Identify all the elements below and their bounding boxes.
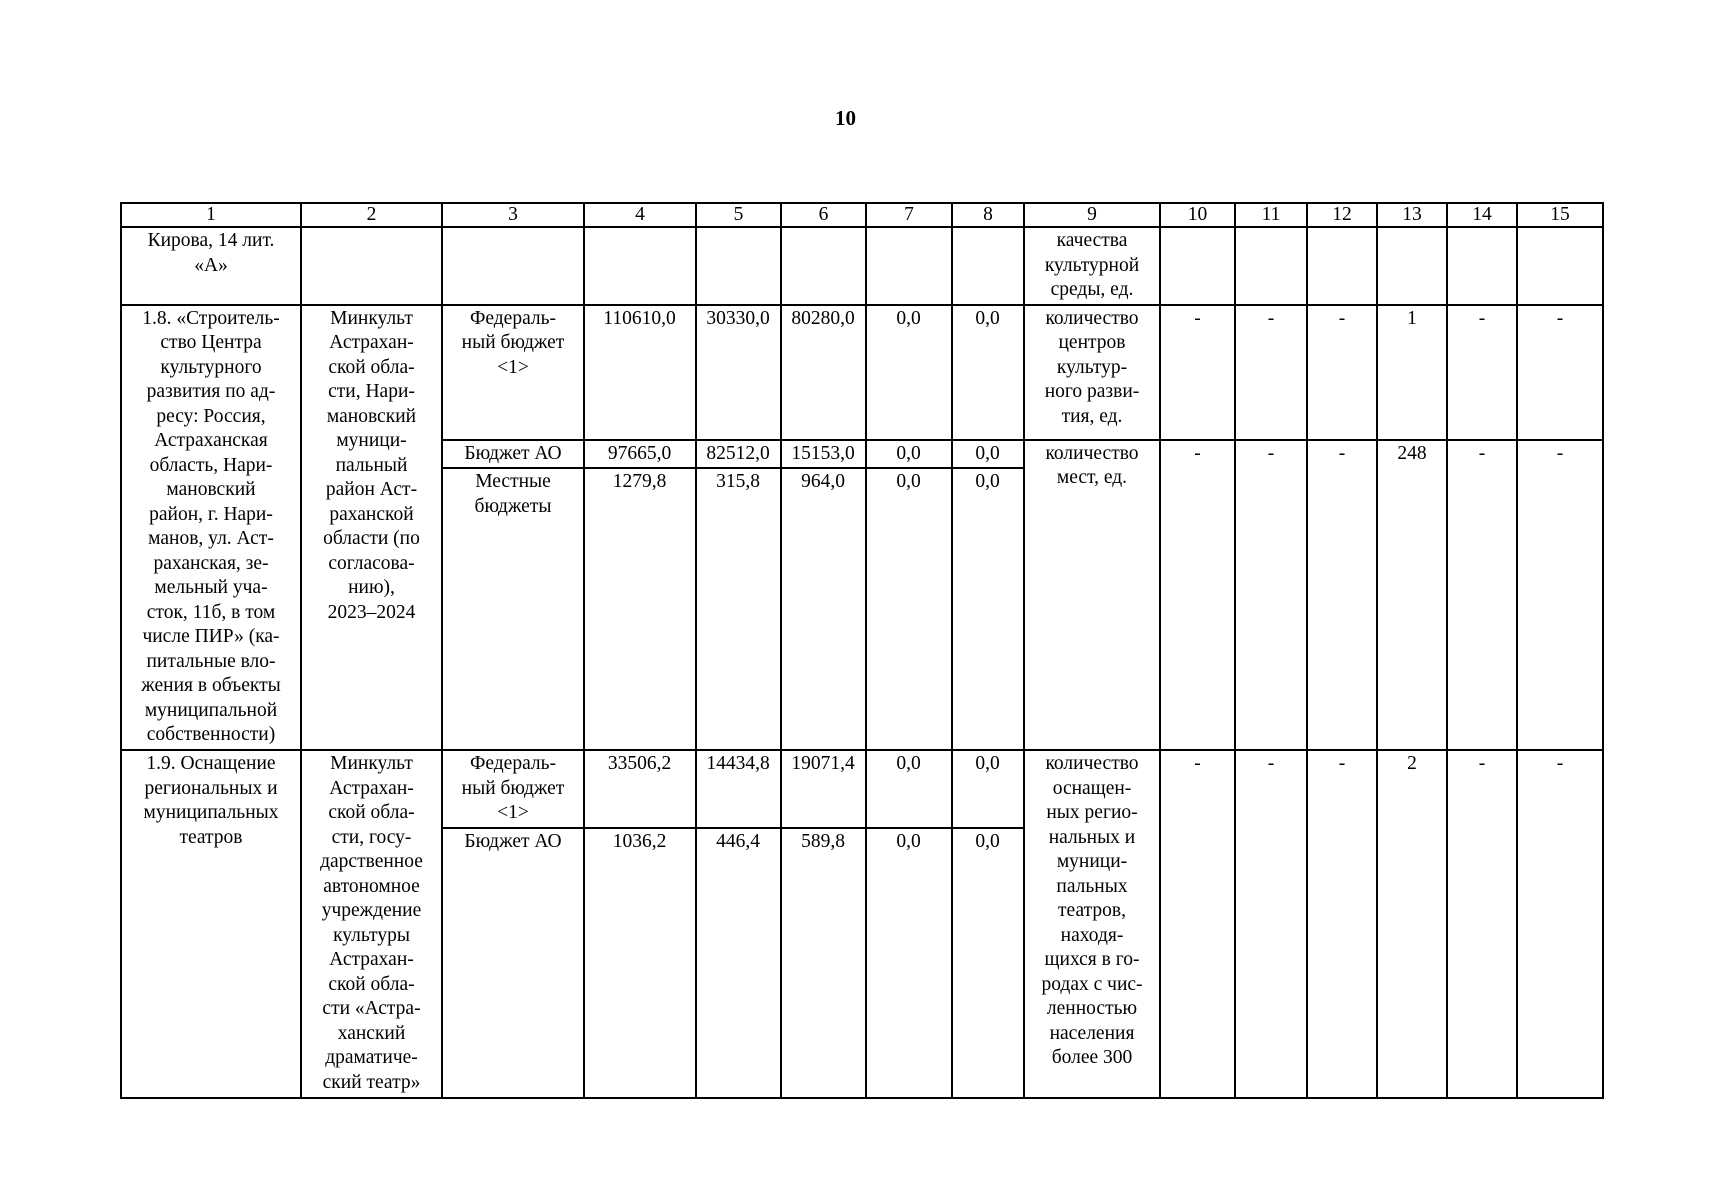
- funding-source-cell: Местные бюджеты: [442, 468, 584, 750]
- indicator-cell: количество мест, ед.: [1024, 440, 1160, 751]
- indicator-value-cell: -: [1160, 305, 1235, 440]
- column-header: 12: [1307, 203, 1377, 227]
- item-name-cell: 1.9. Оснащение региональных и муниципальных театров: [121, 750, 301, 1098]
- address-continuation-cell: Кирова, 14 лит. «А»: [121, 227, 301, 305]
- empty-cell: [1517, 227, 1603, 305]
- indicator-continuation-cell: качества культурной среды, ед.: [1024, 227, 1160, 305]
- indicator-value-cell: -: [1160, 440, 1235, 751]
- funding-source-cell: Бюджет АО: [442, 828, 584, 1098]
- indicator-value-cell: -: [1235, 440, 1307, 751]
- indicator-value-cell: -: [1447, 440, 1517, 751]
- column-header: 3: [442, 203, 584, 227]
- amount-cell: 82512,0: [696, 440, 781, 469]
- amount-cell: 446,4: [696, 828, 781, 1098]
- funding-source-cell: Бюджет АО: [442, 440, 584, 469]
- column-header: 10: [1160, 203, 1235, 227]
- indicator-value-cell: -: [1160, 750, 1235, 1098]
- amount-cell: 1279,8: [584, 468, 696, 750]
- amount-cell: 1036,2: [584, 828, 696, 1098]
- amount-cell: 0,0: [866, 440, 952, 469]
- indicator-value-cell: -: [1447, 305, 1517, 440]
- empty-cell: [866, 227, 952, 305]
- indicator-value-cell: -: [1517, 750, 1603, 1098]
- column-header: 4: [584, 203, 696, 227]
- empty-cell: [696, 227, 781, 305]
- indicator-value-cell: -: [1235, 750, 1307, 1098]
- column-header: 2: [301, 203, 442, 227]
- column-header: 8: [952, 203, 1024, 227]
- amount-cell: 0,0: [952, 750, 1024, 828]
- column-header: 11: [1235, 203, 1307, 227]
- indicator-value-cell: -: [1447, 750, 1517, 1098]
- program-table: [120, 202, 1604, 1099]
- indicator-value-cell: -: [1517, 440, 1603, 751]
- empty-cell: [1307, 227, 1377, 305]
- amount-cell: 0,0: [866, 305, 952, 440]
- amount-cell: 0,0: [866, 468, 952, 750]
- indicator-cell: количество центров культур- ного разви- тия, ед.: [1024, 305, 1160, 440]
- column-number-row: [121, 203, 1603, 227]
- column-header: 7: [866, 203, 952, 227]
- amount-cell: 33506,2: [584, 750, 696, 828]
- empty-cell: [1235, 227, 1307, 305]
- table-row-1-8-federal: [121, 305, 1603, 440]
- amount-cell: 110610,0: [584, 305, 696, 440]
- item-name-cell: 1.8. «Строитель- ство Центра культурного развития по ад- ресу: Россия, Астраханская область, Нари- мановский район, г. Нари- манов, ул. Аст- раханская, зе- мельный уча- сток, 11б, в том числе ПИР» (ка- питальные вло- жения в объекты муниципальной собственности): [121, 305, 301, 751]
- column-header: 1: [121, 203, 301, 227]
- amount-cell: 964,0: [781, 468, 866, 750]
- indicator-value-cell: -: [1517, 305, 1603, 440]
- amount-cell: 97665,0: [584, 440, 696, 469]
- empty-cell: [1447, 227, 1517, 305]
- amount-cell: 80280,0: [781, 305, 866, 440]
- amount-cell: 0,0: [952, 828, 1024, 1098]
- column-header: 13: [1377, 203, 1447, 227]
- amount-cell: 0,0: [866, 750, 952, 828]
- indicator-value-cell: -: [1307, 440, 1377, 751]
- empty-cell: [781, 227, 866, 305]
- funding-source-cell: Федераль- ный бюджет <1>: [442, 750, 584, 828]
- funding-source-cell: Федераль- ный бюджет <1>: [442, 305, 584, 440]
- empty-cell: [1160, 227, 1235, 305]
- table-row-1-9-federal: [121, 750, 1603, 828]
- indicator-value-cell: 1: [1377, 305, 1447, 440]
- amount-cell: 0,0: [952, 305, 1024, 440]
- amount-cell: 15153,0: [781, 440, 866, 469]
- table-row-continuation: [121, 227, 1603, 305]
- amount-cell: 589,8: [781, 828, 866, 1098]
- column-header: 15: [1517, 203, 1603, 227]
- empty-cell: [1377, 227, 1447, 305]
- amount-cell: 0,0: [952, 468, 1024, 750]
- column-header: 14: [1447, 203, 1517, 227]
- amount-cell: 19071,4: [781, 750, 866, 828]
- amount-cell: 0,0: [866, 828, 952, 1098]
- empty-cell: [301, 227, 442, 305]
- indicator-value-cell: -: [1235, 305, 1307, 440]
- indicator-value-cell: -: [1307, 305, 1377, 440]
- amount-cell: 0,0: [952, 440, 1024, 469]
- page-number: 10: [835, 106, 856, 130]
- indicator-value-cell: 248: [1377, 440, 1447, 751]
- column-header: 6: [781, 203, 866, 227]
- executor-cell: Минкульт Астрахан- ской обла- сти, Нари- мановский муници- пальный район Аст- раханской области (по согласова- нию), 2023–2024: [301, 305, 442, 751]
- indicator-value-cell: 2: [1377, 750, 1447, 1098]
- amount-cell: 14434,8: [696, 750, 781, 828]
- empty-cell: [442, 227, 584, 305]
- indicator-value-cell: -: [1307, 750, 1377, 1098]
- empty-cell: [952, 227, 1024, 305]
- empty-cell: [584, 227, 696, 305]
- amount-cell: 315,8: [696, 468, 781, 750]
- column-header: 5: [696, 203, 781, 227]
- executor-cell: Минкульт Астрахан- ской обла- сти, госу- дарственное автономное учреждение культуры Астрахан- ской обла- сти «Астра- ханский драматиче- ский театр»: [301, 750, 442, 1098]
- amount-cell: 30330,0: [696, 305, 781, 440]
- indicator-cell: количество оснащен- ных регио- нальных и муници- пальных театров, находя- щихся в го- родах с чис- ленностью населения более 300: [1024, 750, 1160, 1098]
- column-header: 9: [1024, 203, 1160, 227]
